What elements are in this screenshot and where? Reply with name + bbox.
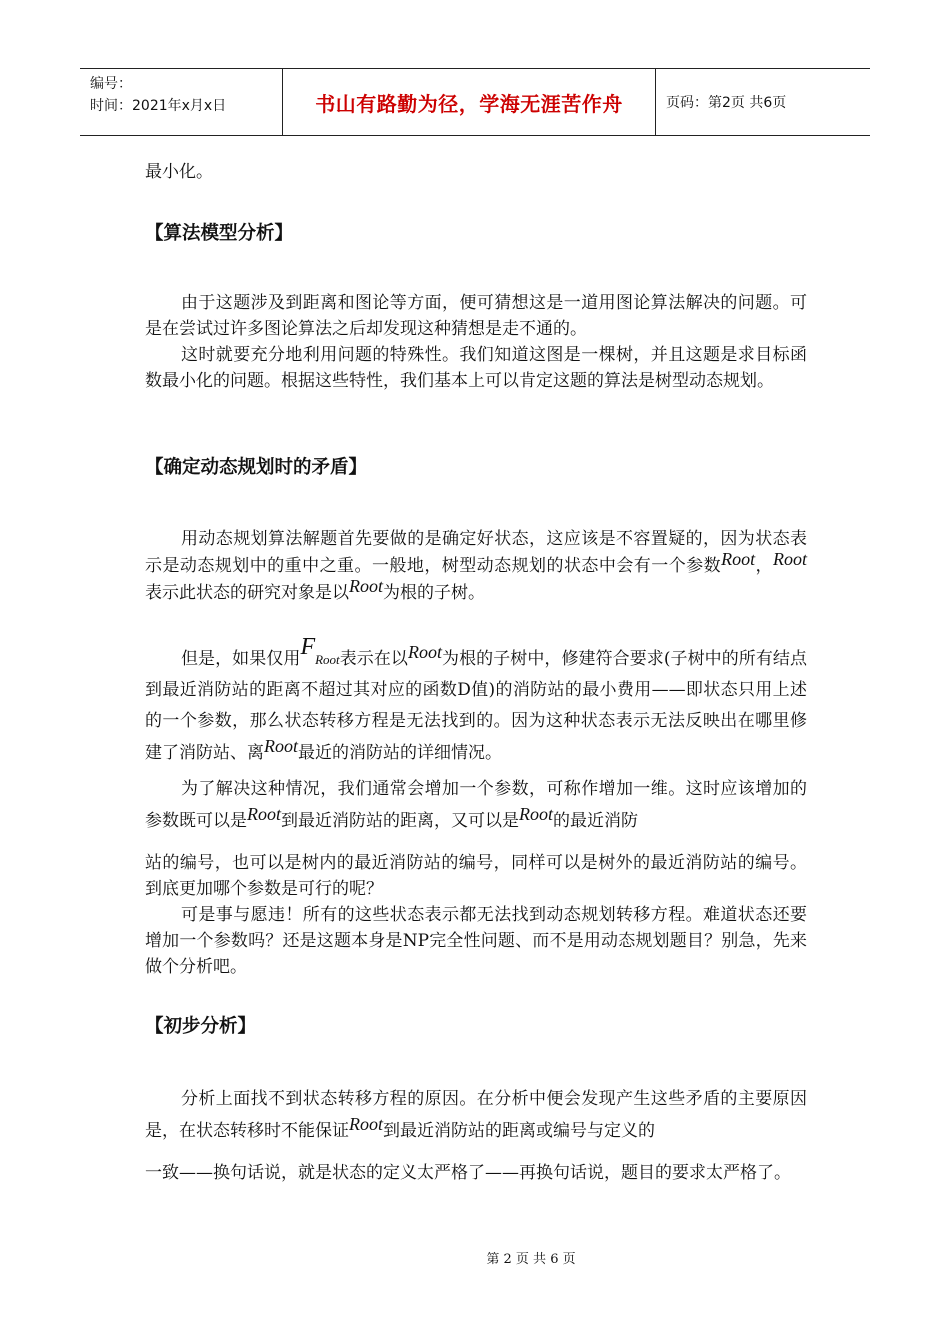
var-root: Root	[247, 804, 281, 824]
paragraph-intro: 最小化。	[145, 162, 213, 182]
paragraph-3-1-continued: 一致——换句话说，就是状态的定义太严格了——再换句话说，题目的要求太严格了。	[145, 1163, 791, 1183]
heading-algorithm-model: 【算法模型分析】	[145, 223, 294, 244]
header-info	[80, 69, 282, 135]
var-root: Root	[407, 642, 442, 662]
p2-3-text-a: 为了解决这种情况，我们通常会增加一个参数，可称作增加一维。这时应该增加的参数既可以是	[145, 779, 807, 831]
paragraph-2-2	[145, 634, 807, 769]
p3-1-text-b: 到最近消防站的距离或编号与定义的	[383, 1121, 655, 1141]
header-time-label: 时间：2021年x月x日	[90, 98, 227, 114]
var-root: Root	[519, 804, 553, 824]
paragraph-2-1	[145, 526, 807, 606]
paragraph-3-1	[145, 1084, 807, 1147]
p2-1-text-c: 表示此状态的研究对象是以	[145, 583, 349, 603]
p2-1-text-b: ，	[755, 556, 774, 576]
p2-2-text-b: 表示在以	[339, 649, 408, 669]
var-root: Root	[773, 549, 808, 569]
var-root: Root	[721, 549, 756, 569]
p2-1-text-a: 用动态规划算法解题首先要做的是确定好状态，这应该是不容置疑的，因为状态表示是动态规划中的重中之重。一般地，树型动态规划的状态中会有一个参数	[145, 529, 807, 576]
p3-1-text-a: 分析上面找不到状态转移方程的原因。在分析中便会发现产生这些矛盾的主要原因是，在状态转移时不能保证	[145, 1089, 807, 1141]
p2-1-text-d: 为根的子树。	[383, 583, 485, 603]
heading-preliminary-analysis: 【初步分析】	[145, 1016, 257, 1037]
paragraph-1-1: 由于这题涉及到距离和图论等方面，便可猜想这是一道用图论算法解决的问题。可是在尝试过许多图论算法之后却发现这种猜想是走不通的。	[145, 293, 807, 339]
var-root: Root	[349, 576, 383, 596]
p2-3-text-b: 到最近消防站的距离，又可以是	[281, 811, 519, 831]
paragraph-2-3-continued: 站的编号，也可以是树内的最近消防站的编号，同样可以是树外的最近消防站的编号。到底更加哪个参数是可行的呢？	[145, 853, 807, 899]
header-number-label: 编号：	[90, 76, 132, 92]
paragraph-2-4: 可是事与愿违！所有的这些状态表示都无法找到动态规划转移方程。难道状态还要增加一个参数吗？还是这题本身是NP完全性问题、而不是用动态规划题目？别急，先来做个分析吧。	[145, 905, 807, 977]
var-f: F	[300, 634, 316, 660]
page-header	[80, 68, 870, 136]
p2-2-text-a: 但是，如果仅用	[181, 649, 301, 669]
page-footer	[0, 1248, 950, 1267]
header-page-info: 页码：第2页 共6页	[666, 95, 787, 111]
p2-2-text-d: 最近的消防站的详细情况。	[298, 743, 502, 763]
footer-page-number: 第 2 页 共 6 页	[486, 1252, 576, 1267]
var-f-subscript: Root	[315, 652, 340, 667]
p2-2-text-c: 为根的子树中，修建符合要求(子树中的所有结点到最近消防站的距离不超过其对应的函数D值)的消防站的最小费用——即状态只用上述的一个参数，那么状态转移方程是无法找到的。因为这种状态表示无法反映出在哪里修建了消防站、离	[145, 649, 807, 763]
p2-3-text-c: 的最近消防	[553, 811, 638, 831]
header-motto-cell	[282, 69, 656, 135]
var-root: Root	[264, 736, 298, 756]
paragraph-1-2: 这时就要充分地利用问题的特殊性。我们知道这图是一棵树，并且这题是求目标函数最小化的问题。根据这些特性，我们基本上可以肯定这题的算法是树型动态规划。	[145, 345, 807, 391]
paragraph-2-3	[145, 774, 807, 837]
heading-dp-contradiction: 【确定动态规划时的矛盾】	[145, 457, 368, 478]
header-motto: 书山有路勤为径，学海无涯苦作舟	[315, 91, 623, 116]
var-root: Root	[349, 1114, 383, 1134]
